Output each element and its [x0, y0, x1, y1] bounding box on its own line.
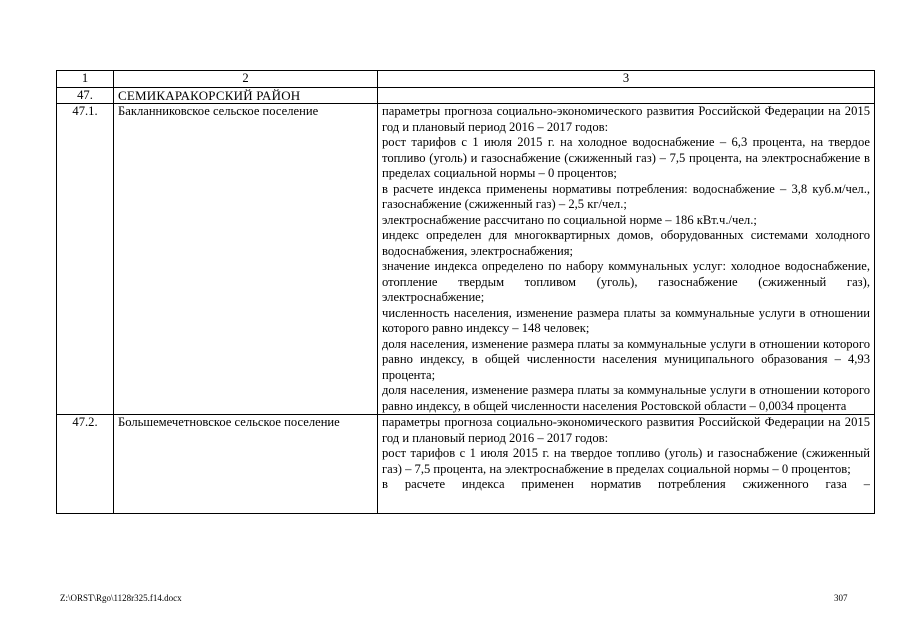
cell-content-clip	[382, 415, 870, 513]
table-row	[57, 415, 875, 514]
paragraph: в расчете индекса применен норматив потребления сжиженного газа –	[382, 477, 870, 491]
paragraph: рост тарифов с 1 июля 2015 г. на холодное водоснабжение – 6,3 процента, на твердое топливо (уголь) и газоснабжение (сжиженный газ) – 7,5 процента, на электроснабжение в пределах социальной нормы – 0 процентов;	[382, 135, 870, 180]
region-name: СЕМИКАРАКОРСКИЙ РАЙОН	[114, 87, 378, 104]
region-empty-cell	[378, 87, 875, 104]
column-number-row	[57, 71, 875, 88]
paragraph: доля населения, изменение размера платы за коммунальные услуги в отношении которого равно индексу, в общей численности населения Ростовской области – 0,0034 процента	[382, 383, 870, 413]
paragraph: электроснабжение рассчитано по социальной норме – 186 кВт.ч./чел.;	[382, 212, 757, 227]
column-header-3: 3	[378, 71, 875, 88]
paragraph: численность населения, изменение размера платы за коммунальные услуги в отношении которого равно индексу – 148 человек;	[382, 305, 870, 335]
paragraph: доля населения, изменение размера платы за коммунальные услуги в отношении которого равно индексу, в общей численности населения муниципального образования – 4,93 процента;	[382, 336, 870, 382]
settlement-name: Большемечетновское сельское поселение	[114, 415, 378, 514]
column-header-2: 2	[114, 71, 378, 88]
index-parameters-cell	[378, 104, 875, 415]
region-row	[57, 87, 875, 104]
paragraph: параметры прогноза социально-экономического развития Российской Федерации на 2015 год и плановый период 2016 – 2017 годов:	[382, 415, 870, 445]
paragraph: индекс определен для многоквартирных домов, оборудованных системами холодного водоснабжения, электроснабжения;	[382, 228, 870, 258]
page-number: 307	[834, 593, 848, 603]
paragraph: рост тарифов с 1 июля 2015 г. на твердое топливо (уголь) и газоснабжение (сжиженный газ) – 7,5 процента, на электроснабжение в пределах социальной нормы – 0 процентов;	[382, 446, 870, 476]
table-row	[57, 104, 875, 415]
row-number: 47.1.	[57, 104, 114, 415]
tariff-index-table	[56, 70, 875, 514]
paragraph: параметры прогноза социально-экономического развития Российской Федерации на 2015 год и плановый период 2016 – 2017 годов:	[382, 104, 870, 134]
settlement-name: Бакланниковское сельское поселение	[114, 104, 378, 415]
column-header-1: 1	[57, 71, 114, 88]
region-number: 47.	[57, 87, 114, 104]
row-number: 47.2.	[57, 415, 114, 514]
file-path: Z:\ORST\Rgo\1128r325.f14.docx	[60, 593, 182, 603]
index-parameters-cell	[378, 415, 875, 514]
paragraph: в расчете индекса применены нормативы потребления: водоснабжение – 3,8 куб.м/чел., газоснабжение (сжиженный газ) – 2,5 кг/чел.;	[382, 181, 870, 211]
paragraph: значение индекса определено по набору коммунальных услуг: холодное водоснабжение, отопление твердым топливом (уголь), газоснабжение (сжиженный газ), электроснабжение;	[382, 259, 870, 304]
